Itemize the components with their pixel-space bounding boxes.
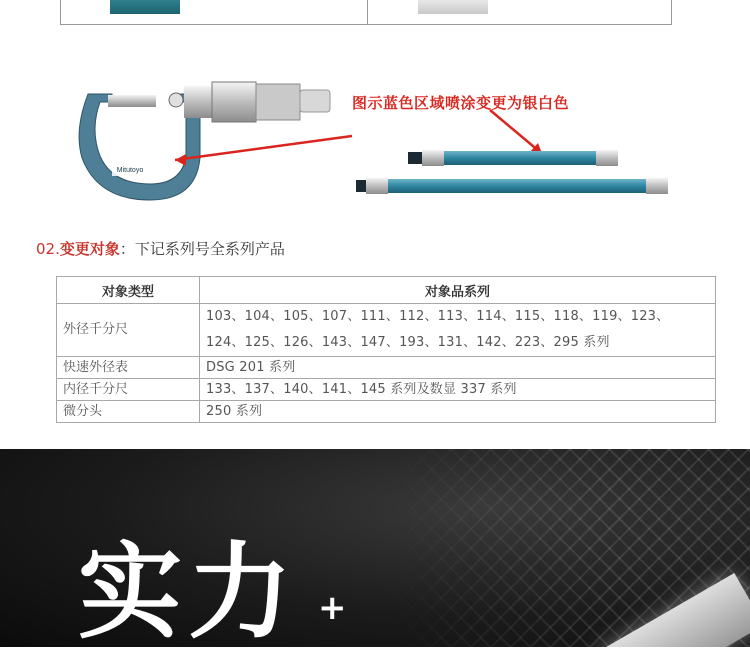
row-series-line: 103、104、105、107、111、112、113、114、115、118、119、123、	[206, 309, 670, 324]
section-separator: ：	[119, 240, 135, 258]
row-series: 133、137、140、141、145 系列及数显 337 系列	[200, 379, 716, 401]
table-row	[57, 401, 716, 423]
micrometer-lock	[169, 93, 183, 107]
row-series: DSG 201 系列	[200, 357, 716, 379]
rod-arrow	[490, 110, 540, 152]
row-series	[200, 304, 716, 357]
micrometer-thimble	[212, 82, 256, 122]
micrometer-sleeve	[184, 86, 214, 118]
swatch-divider	[367, 0, 368, 24]
micrometer-drawing	[0, 60, 750, 220]
micrometer-ratchet	[300, 90, 330, 112]
object-table	[56, 276, 716, 423]
micrometer-frame	[79, 94, 200, 200]
banner-headline: 实力	[78, 530, 299, 653]
section-label: 变更对象	[59, 240, 120, 258]
row-type: 快速外径表	[57, 357, 200, 379]
row-series: 250 系列	[200, 401, 716, 423]
section-description: 下记系列号全系列产品	[134, 240, 285, 258]
frame-arrowhead	[175, 154, 186, 166]
table-row	[57, 357, 716, 379]
row-type: 外径千分尺	[57, 304, 200, 357]
silver-swatch	[418, 0, 488, 14]
blue-swatch	[110, 0, 180, 14]
micrometer-knurl	[256, 84, 300, 120]
standard-rod-upper	[408, 150, 618, 166]
header-series: 对象品系列	[200, 277, 716, 304]
row-series-line: 124、125、126、143、147、193、131、142、223、295 系列	[206, 335, 610, 350]
row-type: 微分头	[57, 401, 200, 423]
frame-arrow	[175, 136, 352, 160]
row-type: 内径千分尺	[57, 379, 200, 401]
table-header-row	[57, 277, 716, 304]
standard-rod-lower	[356, 178, 668, 194]
micrometer-illustration	[0, 60, 750, 220]
brand-label: Mitutoyo	[116, 167, 144, 174]
table-row	[57, 304, 716, 357]
header-type: 对象类型	[57, 277, 200, 304]
section-heading	[36, 238, 285, 259]
section-number: 02.	[36, 240, 60, 258]
callout-text: 图示蓝色区域喷涂变更为银白色	[352, 94, 570, 112]
micrometer-anvil	[108, 95, 156, 107]
table-row	[57, 379, 716, 401]
banner-plus: +	[318, 588, 347, 628]
